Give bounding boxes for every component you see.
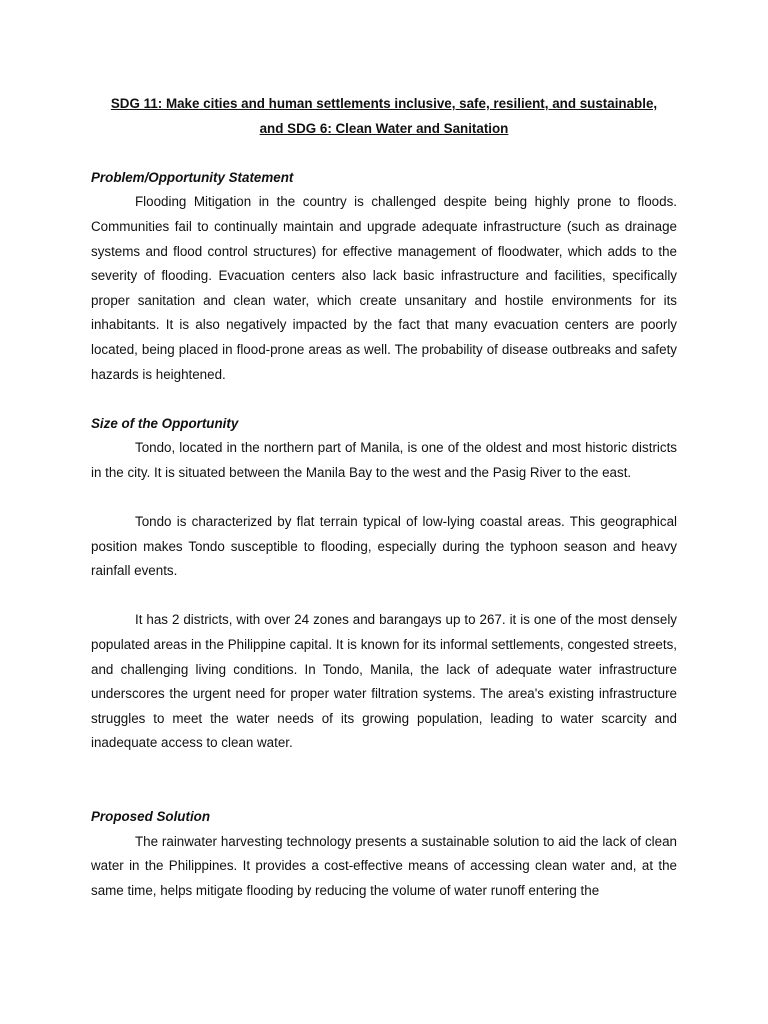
section-heading-problem: Problem/Opportunity Statement: [91, 169, 294, 185]
paragraph-size-location: Tondo, located in the northern part of Manila, is one of the oldest and most historic districts in the city. It is situated between the Manila Bay to the west and the Pasig River to the east.: [91, 440, 677, 480]
paragraph-size-districts: It has 2 districts, with over 24 zones and barangays up to 267. it is one of the most densely populated areas in the Philippine capital. It is known for its informal settlements, congested streets, and challenging living conditions. In Tondo, Manila, the lack of adequate water infrastructure underscores the urgent need for proper water filtration systems. The area's existing infrastructure struggles to meet the water needs of its growing population, leading to water scarcity and inadequate access to clean water.: [91, 612, 677, 751]
document-title-line-2: and SDG 6: Clean Water and Sanitation: [259, 120, 509, 136]
spacer: [91, 756, 677, 805]
paragraph-size-terrain: Tondo is characterized by flat terrain typical of low-lying coastal areas. This geographical position makes Tondo susceptible to flooding, especially during the typhoon season and heavy rainfall events.: [91, 514, 677, 579]
spacer: [91, 486, 677, 511]
section-heading-size: Size of the Opportunity: [91, 415, 239, 431]
spacer: [91, 387, 677, 412]
document-title-line-1: SDG 11: Make cities and human settlements inclusive, safe, resilient, and sustainable,: [110, 96, 658, 111]
section-heading-solution: Proposed Solution: [91, 809, 211, 825]
paragraph-proposed-solution: The rainwater harvesting technology presents a sustainable solution to aid the lack of clean water in the Philippines. It provides a cost-effective means of accessing clean water and, at the same time, helps mitigate flooding by reducing the volume of water runoff entering the: [91, 833, 677, 898]
paragraph-problem-statement: Flooding Mitigation in the country is challenged despite being highly prone to floods. Communities fail to continually maintain and upgrade adequate infrastructure (such as drainage systems and flood control structures) for effective management of floodwater, which adds to the severity of flooding. Evacuation centers also lack basic infrastructure and facilities, specifically proper sanitation and clean water, which create unsanitary and hostile environments for its inhabitants. It is also negatively impacted by the fact that many evacuation centers are poorly located, being placed in flood-prone areas as well. The probability of disease outbreaks and safety hazards is heightened.: [91, 194, 677, 382]
document-page: [91, 92, 677, 904]
spacer: [91, 141, 677, 166]
spacer: [91, 584, 677, 609]
